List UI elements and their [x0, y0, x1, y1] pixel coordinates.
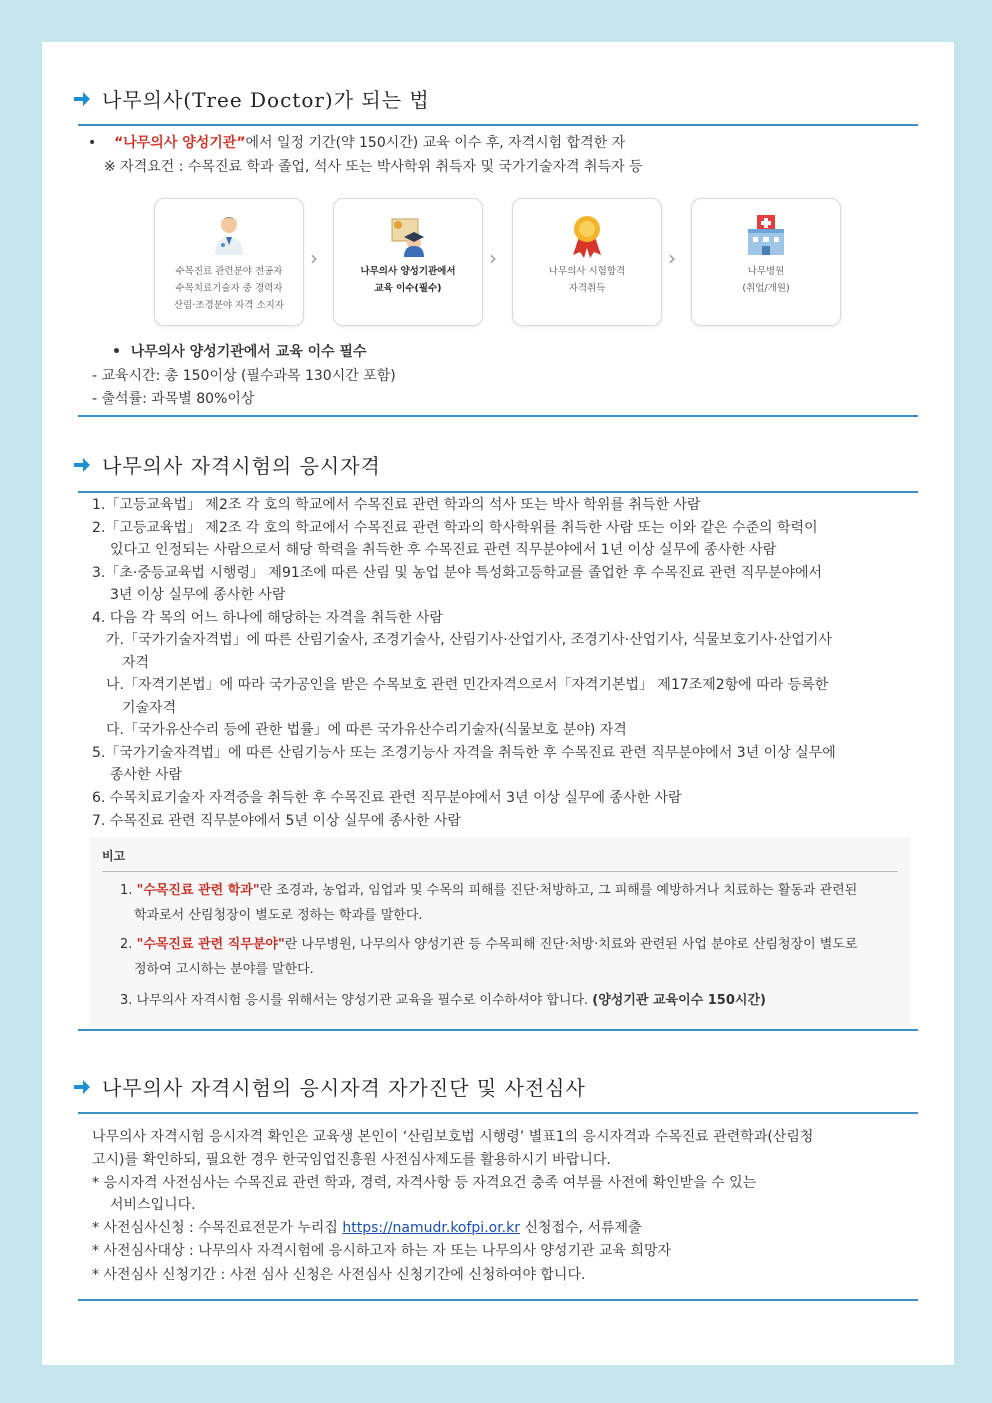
remarks-box	[90, 837, 910, 1027]
eligibility-item: 6. 수목치료기술자 자격증을 취득한 후 수목진료 관련 직무분야에서 3년 이상 실무에 종사한 사람	[92, 790, 682, 806]
precheck-paragraph-cont: 고시)를 확인하되, 필요한 경우 한국임업진흥원 사전심사제도를 활용하시기 바랍니다.	[92, 1152, 611, 1168]
arrow-right-icon	[72, 455, 92, 475]
step-card-education	[333, 198, 483, 326]
section-3-title: 나무의사 자격시험의 응시자격 자가진단 및 사전심사	[72, 1072, 586, 1101]
doctor-icon	[209, 213, 249, 257]
remarks-divider	[102, 871, 898, 872]
eligibility-subitem: 가.「국가기술자격법」에 따른 산림기술사, 조경기술사, 산림기사·산업기사, 조경기사·산업기사, 식물보호기사·산업기사	[106, 632, 832, 648]
arrow-right-icon	[72, 1077, 92, 1097]
section-2-title: 나무의사 자격시험의 응시자격	[72, 450, 381, 479]
education-heading: • 나무의사 양성기관에서 교육 이수 필수	[112, 344, 367, 360]
eligibility-subitem: 나.「자격기본법」에 따라 국가공인을 받은 수목보호 관련 민간자격으로서「자격기본법」 제17조제2항에 따라 등록한	[106, 677, 829, 693]
eligibility-item: 5.「국가기술자격법」에 따른 산림기능사 또는 조경기능사 자격을 취득한 후 수목진료 관련 직무분야에서 3년 이상 실무에	[92, 745, 836, 761]
precheck-note-cont: 서비스입니다.	[110, 1197, 196, 1213]
remark-1-cont: 학과로서 산림청장이 별도로 정하는 학과를 말한다.	[134, 908, 423, 923]
section-1-title: 나무의사(Tree Doctor)가 되는 법	[72, 84, 430, 113]
remark-2: 2. "수목진료 관련 직무분야"란 나무병원, 나무의사 양성기관 등 수목피해 진단·처방·치료와 관련된 사업 분야로 산림청장이 별도로	[120, 937, 858, 952]
requirement-note: ※ 자격요건 : 수목진료 학과 졸업, 석사 또는 박사학위 취득자 및 국가기술자격 취득자 등	[104, 159, 643, 175]
chevron-right-icon: ›	[668, 246, 676, 270]
eligibility-item: 1.「고등교육법」 제2조 각 호의 학교에서 수목진료 관련 학과의 석사 또는 박사 학위를 취득한 사람	[92, 497, 701, 513]
remarks-title: 비고	[102, 849, 126, 863]
eligibility-item: 4. 다음 각 목의 어느 하나에 해당하는 자격을 취득한 사람	[92, 610, 443, 626]
document-page	[42, 42, 954, 1365]
step-card-text: 나무병원 (취업/개원)	[742, 266, 790, 294]
eligibility-item: 2.「고등교육법」 제2조 각 호의 학교에서 수목진료 관련 학과의 학사학위를 취득한 사람 또는 이와 같은 수준의 학력이	[92, 520, 818, 536]
step-card-major	[154, 198, 304, 326]
remark-2-cont: 정하여 고시하는 분야를 말한다.	[134, 962, 314, 977]
step-card-text: 나무의사 양성기관에서 교육 이수(필수)	[360, 266, 456, 294]
hospital-icon	[744, 213, 788, 257]
eligibility-item-cont: 있다고 인정되는 사람으로서 해당 학력을 취득한 후 수목진료 관련 직무분야에서 1년 이상 실무에 종사한 사람	[110, 542, 777, 558]
attendance-rate: - 출석률: 과목별 80%이상	[92, 391, 255, 407]
chevron-right-icon: ›	[489, 246, 497, 270]
section-divider	[78, 1112, 918, 1114]
award-medal-icon	[569, 213, 605, 259]
eligibility-item-cont: 3년 이상 실무에 종사한 사람	[110, 587, 286, 603]
eligibility-item: 7. 수목진료 관련 직무분야에서 5년 이상 실무에 종사한 사람	[92, 813, 461, 829]
precheck-note: * 응시자격 사전심사는 수목진료 관련 학과, 경력, 자격사항 등 자격요건 충족 여부를 사전에 확인받을 수 있는	[92, 1175, 757, 1191]
remark-3: 3. 나무의사 자격시험 응시를 위해서는 양성기관 교육을 필수로 이수하셔야 합니다. (양성기관 교육이수 150시간)	[120, 993, 766, 1008]
precheck-paragraph: 나무의사 자격시험 응시자격 확인은 교육생 본인이 ‘산림보호법 시행령’ 별표1의 응시자격과 수목진료 관련학과(산림청	[92, 1129, 814, 1145]
eligibility-subitem-cont: 자격	[122, 655, 150, 671]
bullet-line: • “나무의사 양성기관”에서 일정 기간(약 150시간) 교육 이수 후, 자격시험 합격한 자	[88, 135, 626, 151]
eligibility-subitem-cont: 기술자격	[122, 700, 177, 716]
step-card-hospital	[691, 198, 841, 326]
step-card-text: 나무의사 시험합격 자격취득	[548, 266, 626, 294]
eligibility-item: 3.「초·중등교육법 시행령」 제91조에 따른 산림 및 농업 분야 특성화고등학교를 졸업한 후 수목진료 관련 직무분야에서	[92, 565, 823, 581]
precheck-apply: * 사전심사신청 : 수목진료전문가 누리집 https://namudr.kofpi.or.kr 신청접수, 서류제출	[92, 1220, 642, 1236]
arrow-right-icon	[72, 89, 92, 109]
section-divider	[78, 1029, 918, 1031]
section-divider	[78, 491, 918, 493]
remark-1: 1. "수목진료 관련 학과"란 조경과, 농업과, 임업과 및 수목의 피해를 진단·처방하고, 그 피해를 예방하거나 치료하는 활동과 관련된	[120, 883, 858, 898]
education-time: - 교육시간: 총 150이상 (필수과목 130시간 포함)	[92, 368, 396, 384]
chevron-right-icon: ›	[310, 246, 318, 270]
eligibility-subitem: 다.「국가유산수리 등에 관한 법률」에 따른 국가유산수리기술자(식물보호 분야) 자격	[106, 722, 627, 738]
section-divider	[78, 124, 918, 126]
training-institute-highlight: “나무의사 양성기관”	[114, 135, 246, 151]
precheck-target: * 사전심사대상 : 나무의사 자격시험에 응시하고자 하는 자 또는 나무의사 양성기관 교육 희망자	[92, 1243, 672, 1259]
eligibility-item-cont: 종사한 사람	[110, 767, 183, 783]
section-divider	[78, 415, 918, 417]
step-card-text: 수목진료 관련분야 전공자 수목치료기술자 중 경력자 산림·조경분야 자격 소지자	[173, 266, 284, 311]
certificate-graduate-icon	[386, 213, 430, 257]
step-card-exam	[512, 198, 662, 326]
namudr-website-link[interactable]: https://namudr.kofpi.or.kr	[342, 1220, 520, 1236]
precheck-period: * 사전심사 신청기간 : 사전 심사 신청은 사전심사 신청기간에 신청하여야 합니다.	[92, 1267, 586, 1283]
section-divider	[78, 1299, 918, 1301]
